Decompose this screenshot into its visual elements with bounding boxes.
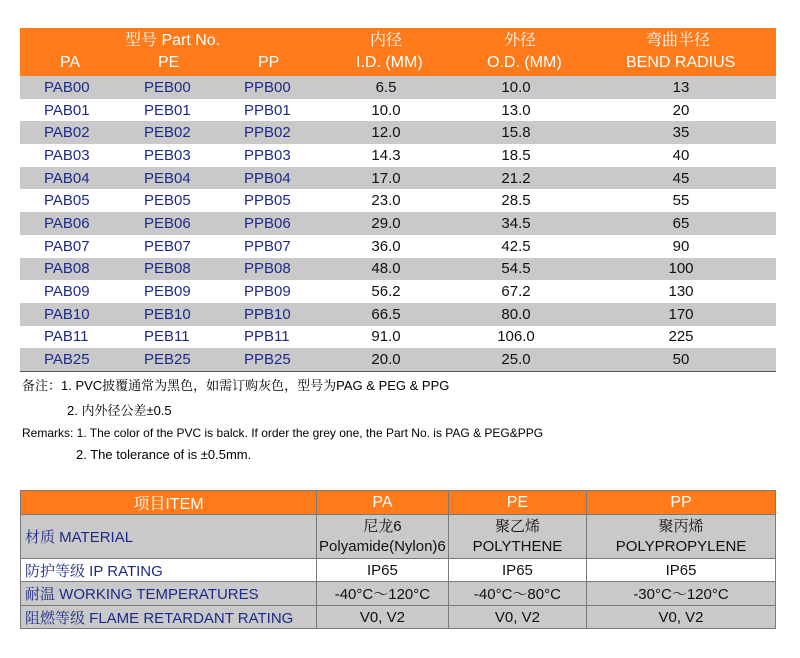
table-row bbox=[20, 121, 776, 144]
part-no-pa: PAB03 bbox=[44, 146, 90, 164]
inner-diameter: 91.0 bbox=[371, 328, 401, 346]
material-pp-en: POLYPROPYLENE bbox=[615, 537, 747, 555]
flame-row bbox=[21, 606, 776, 629]
outer-diameter: 21.2 bbox=[501, 169, 531, 187]
outer-diameter: 54.5 bbox=[501, 260, 531, 278]
part-no-pe: PEB25 bbox=[144, 351, 191, 369]
note-en-1: Remarks: 1. The color of the PVC is balck. If order the grey one, the Part No. is PAG & PEG&PPG bbox=[22, 426, 544, 440]
table-row bbox=[20, 212, 776, 235]
bend-radius: 40 bbox=[672, 146, 690, 164]
header-part-no: 型号 Part No. bbox=[125, 32, 221, 49]
outer-diameter: 67.2 bbox=[501, 283, 531, 301]
part-no-pp: PPB04 bbox=[244, 169, 291, 187]
part-no-pp: PPB05 bbox=[244, 192, 291, 210]
ip-pe: IP65 bbox=[448, 559, 586, 582]
part-no-pp: PPB06 bbox=[244, 214, 291, 232]
part-no-pp: PPB10 bbox=[244, 305, 291, 323]
flame-label: 阻燃等级 FLAME RETARDANT RATING bbox=[21, 606, 317, 629]
part-no-pp: PPB02 bbox=[244, 124, 291, 142]
bend-radius: 20 bbox=[672, 101, 690, 119]
header-mat-pe: PE bbox=[448, 491, 586, 515]
bend-radius: 13 bbox=[672, 78, 690, 96]
bend-radius: 90 bbox=[672, 237, 690, 255]
part-no-pa: PAB06 bbox=[44, 214, 90, 232]
outer-diameter: 18.5 bbox=[501, 146, 531, 164]
part-no-pp: PPB03 bbox=[244, 146, 291, 164]
table-row bbox=[20, 348, 776, 371]
part-no-pe: PEB11 bbox=[144, 328, 190, 346]
flame-pa: V0, V2 bbox=[316, 606, 448, 629]
part-no-pp: PPB00 bbox=[244, 78, 291, 96]
part-no-pe: PEB00 bbox=[144, 78, 191, 96]
part-table-body bbox=[20, 76, 776, 371]
table-row bbox=[20, 280, 776, 303]
header-br-cn: 弯曲半径 bbox=[646, 32, 711, 49]
outer-diameter: 25.0 bbox=[501, 351, 531, 369]
inner-diameter: 48.0 bbox=[371, 260, 401, 278]
note-cn-1: 备注：1. PVC披覆通常为黑色，如需订购灰色，型号为PAG & PEG & PPG bbox=[22, 378, 450, 393]
inner-diameter: 29.0 bbox=[371, 214, 401, 232]
bend-radius: 45 bbox=[672, 169, 690, 187]
part-no-pa: PAB00 bbox=[44, 78, 90, 96]
material-pa-cn: 尼龙6 bbox=[363, 517, 402, 535]
inner-diameter: 12.0 bbox=[371, 124, 401, 142]
part-no-pp: PPB08 bbox=[244, 260, 291, 278]
table-row bbox=[20, 76, 776, 99]
header-id-cn: 内径 bbox=[370, 32, 403, 49]
part-no-pa: PAB25 bbox=[44, 351, 90, 369]
inner-diameter: 14.3 bbox=[371, 146, 401, 164]
header-mat-pa: PA bbox=[316, 491, 448, 515]
table-row bbox=[20, 167, 776, 190]
note-en-2: 2. The tolerance of is ±0.5mm. bbox=[76, 447, 252, 462]
ip-pp: IP65 bbox=[587, 559, 776, 582]
outer-diameter: 28.5 bbox=[501, 192, 531, 210]
material-row bbox=[21, 515, 776, 559]
outer-diameter: 10.0 bbox=[501, 78, 531, 96]
bend-radius: 55 bbox=[672, 192, 690, 210]
part-no-pp: PPB25 bbox=[244, 351, 291, 369]
part-no-pe: PEB06 bbox=[144, 214, 191, 232]
material-label: 材质 MATERIAL bbox=[21, 515, 317, 559]
temperature-row bbox=[21, 582, 776, 606]
temp-pe: -40°C〜80°C bbox=[448, 582, 586, 606]
part-no-pa: PAB05 bbox=[44, 192, 90, 210]
part-no-pe: PEB08 bbox=[144, 260, 191, 278]
part-no-pe: PEB09 bbox=[144, 283, 191, 301]
material-table bbox=[20, 490, 776, 629]
material-pp-cn: 聚丙烯 bbox=[658, 517, 704, 535]
flame-pp: V0, V2 bbox=[587, 606, 776, 629]
outer-diameter: 34.5 bbox=[501, 214, 531, 232]
flame-pe: V0, V2 bbox=[448, 606, 586, 629]
part-no-pe: PEB02 bbox=[144, 124, 191, 142]
ip-pa: IP65 bbox=[316, 559, 448, 582]
material-pe bbox=[448, 515, 586, 559]
material-pa bbox=[316, 515, 448, 559]
bend-radius: 130 bbox=[668, 283, 694, 301]
material-pe-cn: 聚乙烯 bbox=[494, 517, 540, 535]
header-od-en: O.D. (MM) bbox=[487, 54, 562, 71]
part-table-header bbox=[20, 28, 776, 76]
temp-label: 耐温 WORKING TEMPERATURES bbox=[21, 582, 317, 606]
material-table-header bbox=[21, 491, 776, 515]
part-no-pp: PPB11 bbox=[244, 328, 290, 346]
bend-radius: 50 bbox=[672, 351, 690, 369]
table-row bbox=[20, 99, 776, 122]
part-no-pa: PAB01 bbox=[44, 101, 90, 119]
inner-diameter: 20.0 bbox=[371, 351, 401, 369]
table-row bbox=[20, 189, 776, 212]
bend-radius: 100 bbox=[668, 260, 694, 278]
part-no-pp: PPB07 bbox=[244, 237, 291, 255]
outer-diameter: 42.5 bbox=[501, 237, 531, 255]
header-pa: PA bbox=[60, 54, 81, 71]
part-no-pa: PAB10 bbox=[44, 305, 90, 323]
part-no-pa: PAB04 bbox=[44, 169, 90, 187]
inner-diameter: 36.0 bbox=[371, 237, 401, 255]
outer-diameter: 80.0 bbox=[501, 305, 531, 323]
outer-diameter: 106.0 bbox=[497, 328, 535, 346]
material-pe-en: POLYTHENE bbox=[472, 537, 563, 555]
header-item: 项目ITEM bbox=[21, 491, 317, 515]
part-no-pe: PEB04 bbox=[144, 169, 191, 187]
temp-pa: -40°C〜120°C bbox=[316, 582, 448, 606]
header-pe: PE bbox=[158, 54, 180, 71]
inner-diameter: 56.2 bbox=[371, 283, 401, 301]
ip-label: 防护等级 IP RATING bbox=[21, 559, 317, 582]
material-pa-en: Polyamide(Nylon)6 bbox=[319, 537, 446, 555]
part-no-pa: PAB07 bbox=[44, 237, 90, 255]
bend-radius: 35 bbox=[672, 124, 690, 142]
inner-diameter: 17.0 bbox=[371, 169, 401, 187]
part-no-pe: PEB10 bbox=[144, 305, 191, 323]
part-no-pe: PEB03 bbox=[144, 146, 191, 164]
header-br-en: BEND RADIUS bbox=[626, 54, 736, 71]
material-pp bbox=[587, 515, 776, 559]
outer-diameter: 13.0 bbox=[501, 101, 531, 119]
inner-diameter: 10.0 bbox=[371, 101, 401, 119]
part-number-table bbox=[20, 28, 776, 372]
table-row bbox=[20, 144, 776, 167]
bend-radius: 65 bbox=[672, 214, 690, 232]
part-no-pa: PAB02 bbox=[44, 124, 90, 142]
part-no-pe: PEB05 bbox=[144, 192, 191, 210]
part-no-pe: PEB07 bbox=[144, 237, 191, 255]
bend-radius: 225 bbox=[668, 328, 694, 346]
inner-diameter: 66.5 bbox=[371, 305, 401, 323]
temp-pp: -30°C〜120°C bbox=[587, 582, 776, 606]
header-pp: PP bbox=[258, 54, 280, 71]
outer-diameter: 15.8 bbox=[501, 124, 531, 142]
header-mat-pp: PP bbox=[587, 491, 776, 515]
part-no-pp: PPB09 bbox=[244, 283, 291, 301]
table-bottom-rule bbox=[20, 371, 776, 372]
table-row bbox=[20, 235, 776, 258]
table-row bbox=[20, 303, 776, 326]
header-od-cn: 外径 bbox=[504, 32, 537, 49]
table-row bbox=[20, 326, 776, 349]
part-no-pp: PPB01 bbox=[244, 101, 291, 119]
part-no-pa: PAB11 bbox=[44, 328, 89, 346]
header-id-en: I.D. (MM) bbox=[356, 54, 423, 71]
part-no-pa: PAB09 bbox=[44, 283, 90, 301]
table-row bbox=[20, 258, 776, 281]
part-no-pa: PAB08 bbox=[44, 260, 90, 278]
inner-diameter: 23.0 bbox=[371, 192, 401, 210]
ip-rating-row bbox=[21, 559, 776, 582]
inner-diameter: 6.5 bbox=[375, 78, 397, 96]
note-cn-2: 2. 内外径公差±0.5 bbox=[67, 403, 172, 418]
part-no-pe: PEB01 bbox=[144, 101, 191, 119]
bend-radius: 170 bbox=[668, 305, 694, 323]
